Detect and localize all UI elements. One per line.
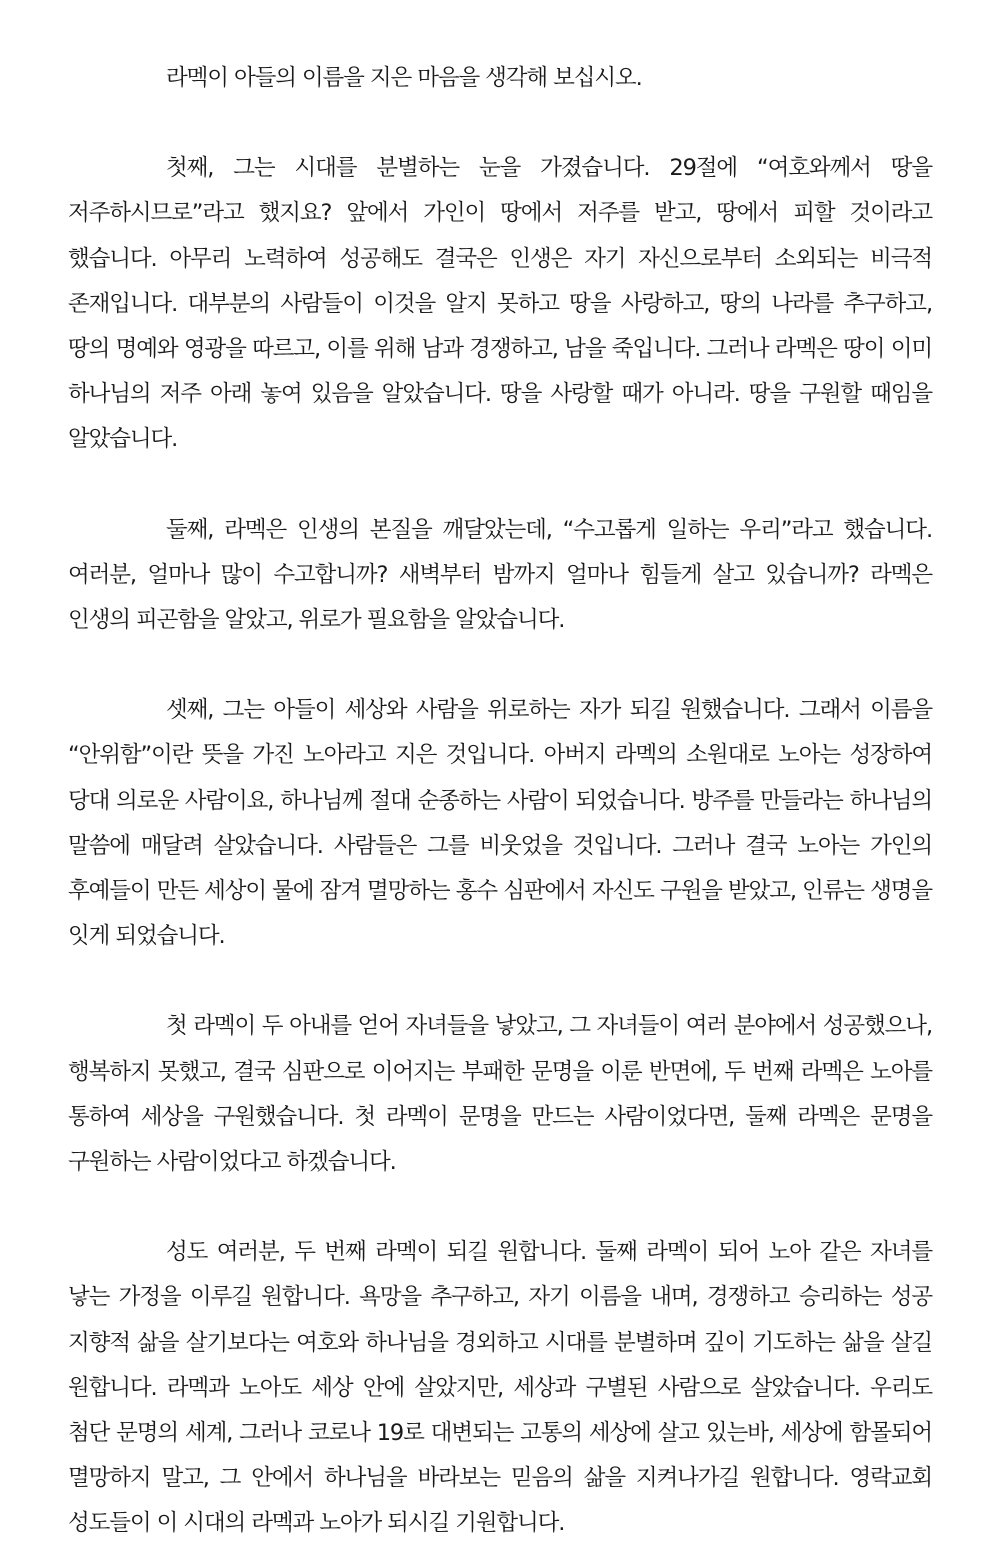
paragraph-third-point: 셋째, 그는 아들이 세상와 사람을 위로하는 자가 되길 원했습니다. 그래서 이름을 “안위함”이란 뜻을 가진 노아라고 지은 것입니다. 아버지 라멕의 소원대로 노아는 성장하여 당대 의로운 사람이요, 하나님께 절대 순종하는 사람이 되었습니다. 방주를 만들라는 하나님의 말씀에 매달려 살았습니다. 사람들은 그를 비웃었을 것입니다. 그러나 결국 노아는 가인의 후예들이 만든 세상이 물에 잠겨 멸망하는 홍수 심판에서 자신도 구원을 받았고, 인류는 생명을 잇게 되었습니다. xyxy=(68,697,932,950)
sermon-page xyxy=(68,56,932,1547)
paragraph-comparison: 첫 라멕이 두 아내를 얻어 자녀들을 낳았고, 그 자녀들이 여러 분야에서 성공했으나, 행복하지 못했고, 결국 심판으로 이어지는 부패한 문명을 이룬 반면에, 두 번째 라멕은 노아를 통하여 세상을 구원했습니다. 첫 라멕이 문명을 만드는 사람이었다면, 둘째 라멕은 문명을 구원하는 사람이었다고 하겠습니다. xyxy=(68,1013,932,1176)
paragraph-first-point: 첫째, 그는 시대를 분별하는 눈을 가졌습니다. 29절에 “여호와께서 땅을 저주하시므로”라고 했지요? 앞에서 가인이 땅에서 저주를 받고, 땅에서 피할 것이라고 했습니다. 아무리 노력하여 성공해도 결국은 인생은 자기 자신으로부터 소외되는 비극적 존재입니다. 대부분의 사람들이 이것을 알지 못하고 땅을 사랑하고, 땅의 나라를 추구하고, 땅의 명예와 영광을 따르고, 이를 위해 남과 경쟁하고, 남을 죽입니다. 그러나 라멕은 땅이 이미 하나님의 저주 아래 놓여 있음을 알았습니다. 땅을 사랑할 때가 아니라. 땅을 구원할 때임을 알았습니다. xyxy=(68,155,932,453)
paragraph-second-point: 둘째, 라멕은 인생의 본질을 깨달았는데, “수고롭게 일하는 우리”라고 했습니다. 여러분, 얼마나 많이 수고합니까? 새벽부터 밤까지 얼마나 힘들게 살고 있습니까? 라멕은 인생의 피곤함을 알았고, 위로가 필요함을 알았습니다. xyxy=(68,516,932,634)
paragraph-intro: 라멕이 아들의 이름을 지은 마음을 생각해 보십시오. xyxy=(166,65,642,91)
paragraph-conclusion: 성도 여러분, 두 번째 라멕이 되길 원합니다. 둘째 라멕이 되어 노아 같은 자녀를 낳는 가정을 이루길 원합니다. 욕망을 추구하고, 자기 이름을 내며, 경쟁하고 승리하는 성공 지향적 삶을 살기보다는 여호와 하나님을 경외하고 시대를 분별하며 깊이 기도하는 삶을 살길 원합니다. 라멕과 노아도 세상 안에 살았지만, 세상과 구별된 사람으로 살았습니다. 우리도 첨단 문명의 세계, 그러나 코로나 19로 대변되는 고통의 세상에 살고 있는바, 세상에 함몰되어 멸망하지 말고, 그 안에서 하나님을 바라보는 믿음의 삶을 지켜나가길 원합니다. 영락교회 성도들이 이 시대의 라멕과 노아가 되시길 기원합니다. xyxy=(68,1239,932,1537)
